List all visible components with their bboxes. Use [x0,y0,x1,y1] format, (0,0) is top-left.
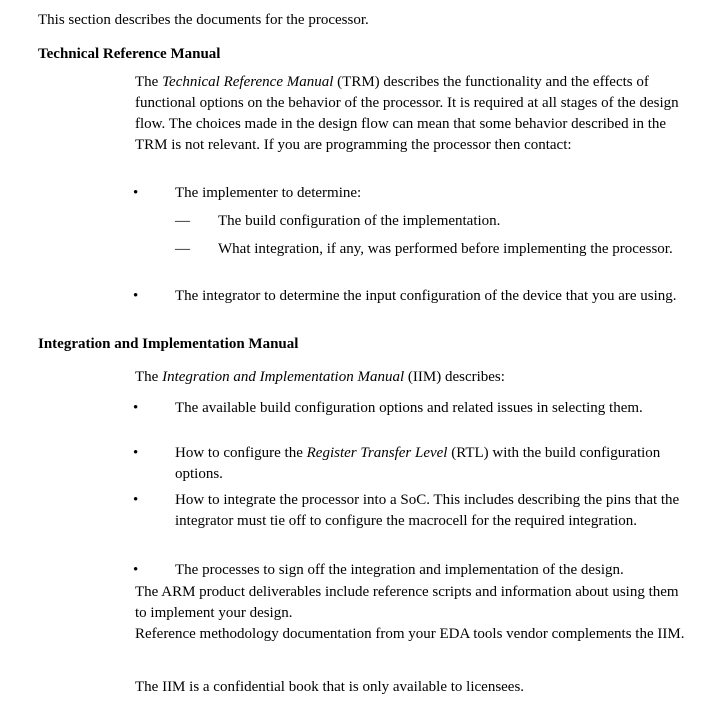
list-item-text: The available build configuration options and related issues in selecting them. [175,400,643,416]
list-item [133,490,693,532]
list-item [133,286,693,307]
dash-marker-icon: — [175,213,190,229]
bullet-marker-icon: • [133,492,139,508]
bullet-marker-icon: • [133,185,139,201]
bullet-marker-icon: • [133,400,139,416]
list-item-text: How to integrate the processor into a SoC. This includes describing the pins that the integrator must tie off to configure the macrocell for the required integration. [175,492,680,529]
section-heading-technical-reference-manual: Technical Reference Manual [38,46,221,62]
list-item-text: The processes to sign off the integration and implementation of the design. [175,562,624,578]
list-item [133,560,693,581]
list-item-text: What integration, if any, was performed before implementing the processor. [218,241,673,257]
list-item-text: The integrator to determine the input configuration of the device that you are using. [175,288,677,304]
intro-paragraph: This section describes the documents for the processor. [38,12,369,28]
arm-deliverables-paragraph: The ARM product deliverables include reference scripts and information about using them to implement your design. [135,584,679,621]
iim-lead-prefix: The [135,369,163,385]
trm-title-italic: Technical Reference Manual [162,74,334,90]
trm-lead-suffix: (TRM) describes the functionality and the effects of functional options on the behavior of the processor. It is required at all stages of the design flow. The choices made in the design flow can mean that some behavior described in the TRM is not relevant. If you are programming the processor then contact: [135,74,679,153]
list-item [133,183,693,204]
bullet-marker-icon: • [133,288,139,304]
list-item-text: The implementer to determine: [175,185,362,201]
iim-lead-suffix: (IIM) describes: [404,369,505,385]
list-item-text-suffix: (RTL) with the build configuration options. [175,445,661,482]
iim-lead-paragraph [135,367,693,388]
bullet-marker-icon: • [133,445,139,461]
bullet-marker-icon: • [133,562,139,578]
list-item-text [175,443,693,485]
list-item [175,239,685,260]
reference-methodology-paragraph: Reference methodology documentation from your EDA tools vendor complements the IIM. [135,626,685,642]
trm-lead-paragraph [135,72,693,156]
list-item [133,398,693,419]
list-item [175,211,685,232]
iim-title-italic: Integration and Implementation Manual [162,369,405,385]
rtl-italic: Register Transfer Level [306,445,448,461]
list-item-text-prefix: How to configure the [175,445,307,461]
list-item [133,443,693,485]
confidential-notice-paragraph: The IIM is a confidential book that is only available to licensees. [135,679,525,695]
list-item-text: The build configuration of the implementation. [218,213,501,229]
section-heading-integration-and-implementation-manual: Integration and Implementation Manual [38,336,299,352]
trm-lead-prefix: The [135,74,163,90]
dash-marker-icon: — [175,241,190,257]
